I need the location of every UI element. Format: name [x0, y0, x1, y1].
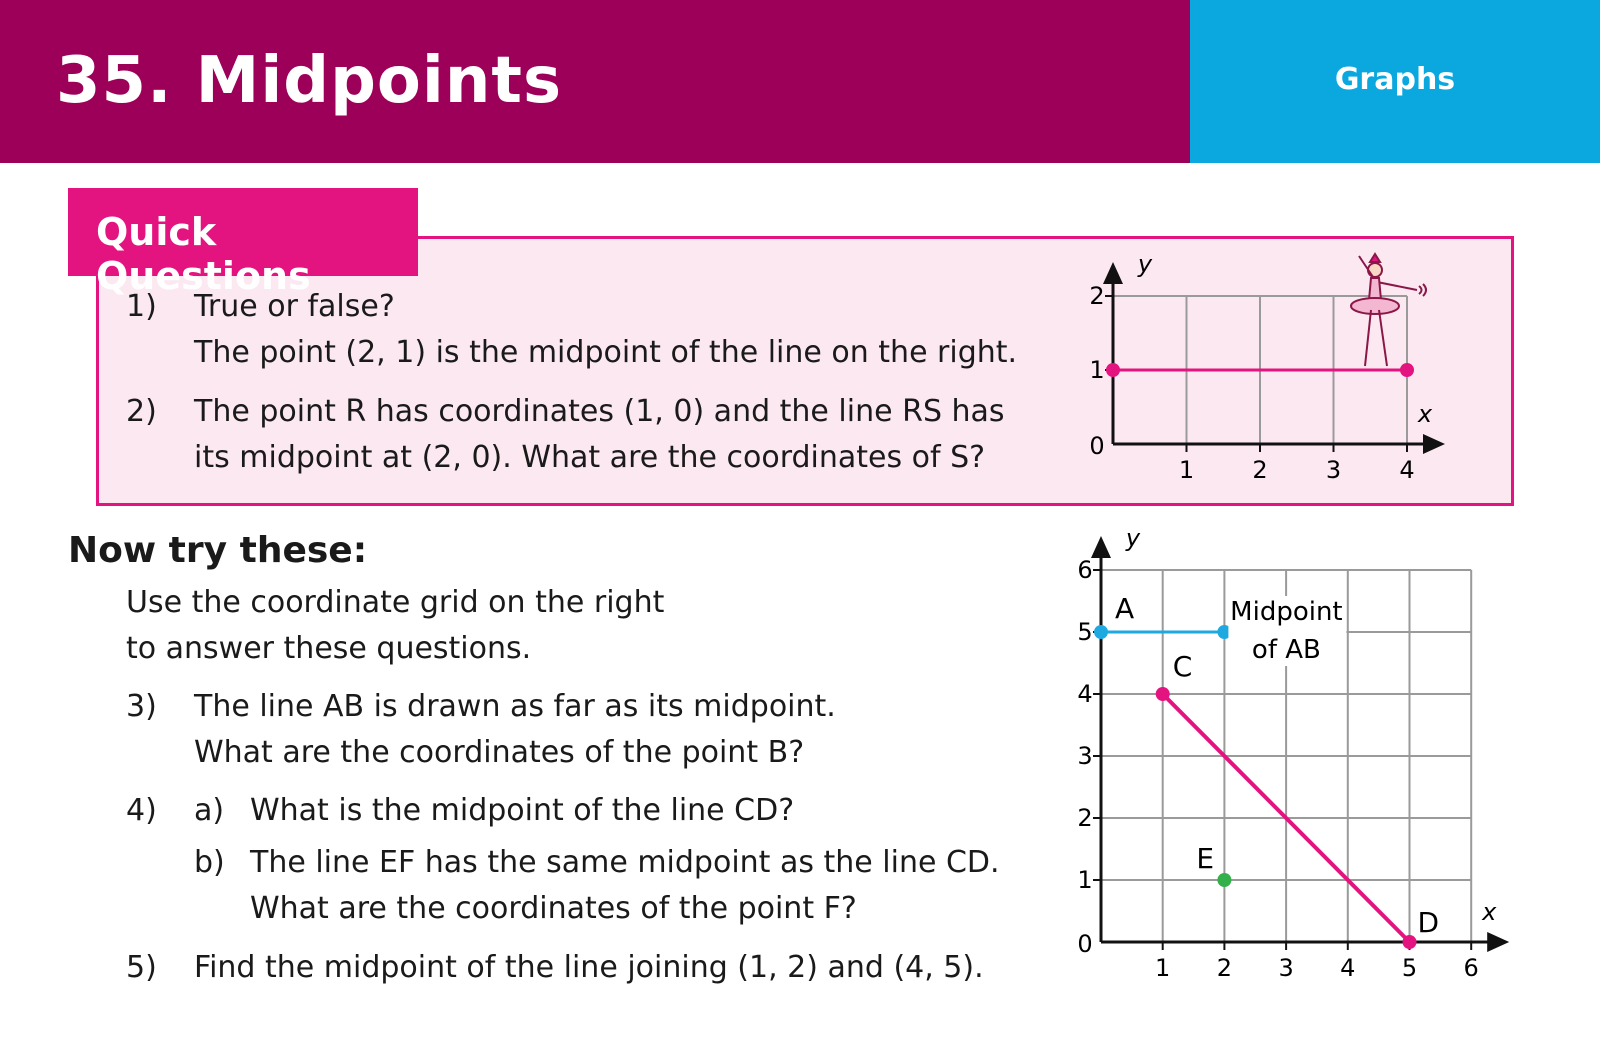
graph-1-y-arrow	[1103, 262, 1123, 284]
g2-y-tick-label: 2	[1077, 804, 1093, 832]
ballerina-illustration	[1351, 254, 1426, 366]
g2-x-tick-label: 6	[1463, 954, 1479, 982]
section-label: Graphs	[1334, 62, 1456, 97]
section-tab	[1190, 0, 1600, 163]
page-title: 35. Midpoints	[56, 44, 563, 118]
graph-2-y-arrow	[1091, 536, 1111, 558]
q4b-line1: The line EF has the same midpoint as the line CD.	[250, 845, 1000, 880]
quick-questions-title: Quick Questions	[96, 210, 311, 298]
g2-y-tick-label: 1	[1077, 866, 1093, 894]
graph-1-endpoint-right	[1400, 363, 1414, 377]
graph-2-x-label: x	[1482, 898, 1497, 926]
q4b-line2: What are the coordinates of the point F?	[250, 891, 857, 926]
q1-number: 1)	[126, 289, 157, 324]
q2-number: 2)	[126, 394, 157, 429]
label-e: E	[1196, 842, 1215, 875]
q5-text: Find the midpoint of the line joining (1, 2) and (4, 5).	[194, 950, 984, 985]
point-e	[1217, 873, 1231, 887]
q2-line2: its midpoint at (2, 0). What are the coordinates of S?	[194, 440, 986, 475]
g2-x-tick-label: 2	[1216, 954, 1233, 982]
g2-y-tick-label: 4	[1077, 680, 1093, 708]
g2-x-tick-label: 1	[1155, 954, 1171, 982]
graph-1-endpoint-left	[1106, 363, 1120, 377]
midpoint-label-line2: of AB	[1251, 635, 1321, 665]
g2-x-tick-label: 3	[1278, 954, 1294, 982]
g2-y-tick-label: 3	[1077, 742, 1093, 770]
graph-1-x-arrow	[1423, 434, 1445, 454]
intro-line2: to answer these questions.	[126, 631, 532, 666]
g2-x-tick-label: 5	[1401, 954, 1418, 982]
point-a	[1094, 625, 1108, 639]
header-banner	[0, 0, 1190, 163]
g1-y-tick-label: 1	[1089, 356, 1105, 384]
label-d: D	[1417, 906, 1440, 939]
g1-x-tick-label: 1	[1178, 456, 1195, 484]
now-try-heading: Now try these:	[68, 530, 368, 571]
q2-line1: The point R has coordinates (1, 0) and the line RS has	[194, 394, 1005, 429]
graph-2-y-label: y	[1125, 526, 1141, 552]
graph-2-x-arrow	[1487, 932, 1509, 952]
g1-x-tick-label: 4	[1399, 456, 1415, 484]
g1-x-tick-label: 3	[1325, 456, 1342, 484]
graph-2-origin-label: 0	[1077, 930, 1093, 958]
graph-1-y-label: y	[1137, 250, 1153, 278]
graph-1-origin-label: 0	[1089, 432, 1105, 460]
g2-x-tick-label: 4	[1340, 954, 1356, 982]
g2-y-tick-label: 6	[1077, 556, 1093, 584]
q4a-label: a)	[194, 793, 225, 828]
label-c: C	[1172, 650, 1193, 683]
q4b-label: b)	[194, 845, 225, 880]
point-c	[1156, 687, 1170, 701]
g1-y-tick-label: 2	[1089, 282, 1105, 310]
q4-number: 4)	[126, 793, 157, 828]
graph-2	[1060, 526, 1560, 1006]
point-d	[1403, 935, 1417, 949]
q3-number: 3)	[126, 689, 157, 724]
q3-line1: The line AB is drawn as far as its midpoint.	[194, 689, 836, 724]
label-a: A	[1115, 592, 1135, 625]
q1-line2: The point (2, 1) is the midpoint of the line on the right.	[194, 335, 1018, 370]
midpoint-label-line1: Midpoint	[1230, 597, 1343, 627]
g1-x-tick-label: 2	[1252, 456, 1268, 484]
quick-questions-label	[68, 188, 418, 298]
q5-number: 5)	[126, 950, 157, 985]
graph-1	[1080, 248, 1480, 498]
q1-line1: True or false?	[194, 289, 395, 324]
q3-line2: What are the coordinates of the point B?	[194, 735, 805, 770]
intro-line1: Use the coordinate grid on the right	[126, 585, 665, 620]
g2-y-tick-label: 5	[1077, 618, 1093, 646]
q4a-text: What is the midpoint of the line CD?	[250, 793, 795, 828]
graph-1-x-label: x	[1417, 400, 1433, 428]
